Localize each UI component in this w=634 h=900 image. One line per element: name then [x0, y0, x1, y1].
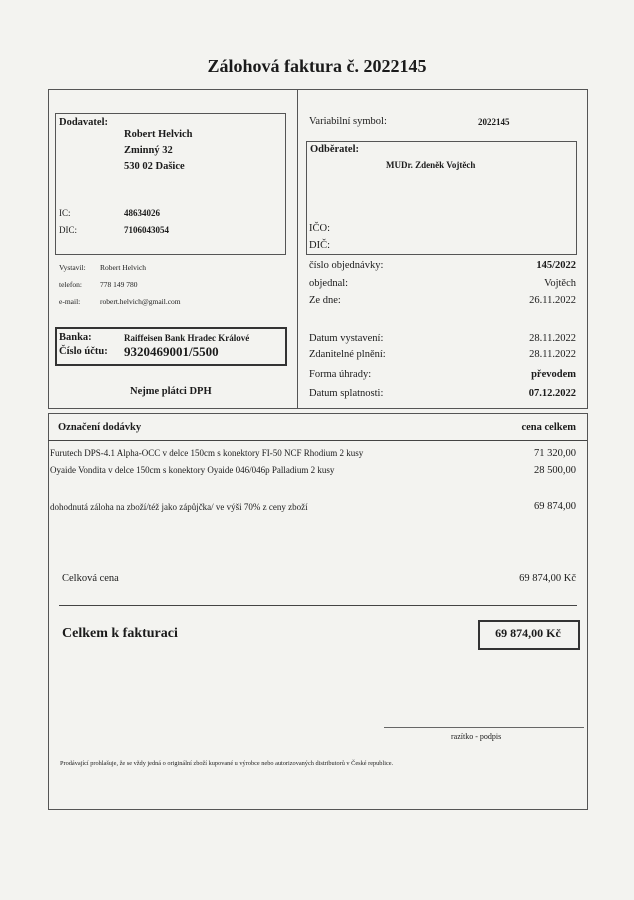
supplier-name: Robert Helvich	[124, 129, 193, 140]
item-price: 69 874,00	[534, 501, 576, 512]
supplier-dic-label: DIC:	[59, 225, 77, 235]
ordered-by: Vojtěch	[544, 278, 576, 289]
email-label: e-mail:	[59, 297, 81, 306]
total-price: 69 874,00 Kč	[519, 573, 576, 584]
bank-label: Banka:	[59, 332, 92, 343]
supplier-ic-label: IC:	[59, 208, 71, 218]
issued-by: Robert Helvich	[100, 263, 147, 272]
payment-method: převodem	[531, 369, 576, 380]
item-description: dohodnutá záloha na zboží/též jako zápůjčka/ ve výši 70% z ceny zboží	[50, 502, 308, 512]
bank-name: Raiffeisen Bank Hradec Králové	[124, 333, 250, 343]
order-date: 26.11.2022	[529, 295, 576, 306]
items-header-description: Označení dodávky	[58, 422, 142, 433]
vat-note: Nejme plátci DPH	[130, 386, 212, 397]
phone-label: telefon:	[59, 280, 82, 289]
to-invoice-label: Celkem k fakturaci	[62, 626, 178, 641]
order-number: 145/2022	[536, 260, 576, 271]
signature-label: razítko - podpis	[451, 732, 502, 741]
supplier-dic: 7106043054	[124, 225, 169, 235]
order-number-label: číslo objednávky:	[309, 260, 384, 271]
order-date-label: Ze dne:	[309, 295, 341, 306]
phone: 778 149 780	[100, 280, 138, 289]
item-description: Oyaide Vondita v delce 150cm s konektory Oyaide 046/046p Palladium 2 kusy	[50, 465, 335, 475]
variable-symbol-label: Variabilní symbol:	[309, 116, 387, 127]
total-divider	[59, 605, 577, 606]
taxable-date-label: Zdanitelné plnění:	[309, 349, 386, 360]
taxable-date: 28.11.2022	[529, 349, 576, 360]
issue-date-label: Datum vystavení:	[309, 333, 384, 344]
customer-box	[306, 141, 577, 255]
ordered-by-label: objednal:	[309, 278, 349, 289]
items-header-total: cena celkem	[521, 422, 576, 433]
due-date-label: Datum splatnosti:	[309, 388, 384, 399]
payment-method-label: Forma úhrady:	[309, 369, 372, 380]
item-price: 71 320,00	[534, 448, 576, 459]
account-label: Číslo účtu:	[59, 346, 108, 357]
customer-label: Odběratel:	[310, 144, 359, 155]
invoice-title: Zálohová faktura č. 2022145	[207, 56, 427, 76]
items-header-line	[48, 440, 587, 441]
due-date: 07.12.2022	[528, 388, 576, 399]
issued-by-label: Vystavil:	[59, 263, 86, 272]
email: robert.helvich@gmail.com	[100, 297, 181, 306]
customer-name: MUDr. Zdeněk Vojtěch	[386, 160, 476, 170]
to-invoice-amount: 69 874,00 Kč	[495, 626, 561, 640]
total-price-label: Celková cena	[62, 573, 119, 584]
customer-dic-label: DIČ:	[309, 240, 330, 251]
customer-ico-label: IČO:	[309, 223, 330, 234]
signature-line	[384, 727, 584, 728]
account-number: 9320469001/5500	[124, 344, 219, 359]
supplier-street: Zminný 32	[124, 145, 173, 156]
item-price: 28 500,00	[534, 465, 576, 476]
header-divider	[297, 90, 298, 408]
issue-date: 28.11.2022	[529, 333, 576, 344]
supplier-ic: 48634026	[124, 208, 160, 218]
variable-symbol: 2022145	[478, 117, 510, 127]
item-description: Furutech DPS-4.1 Alpha-OCC v delce 150cm s konektory FI-50 NCF Rhodium 2 kusy	[50, 448, 364, 458]
supplier-city: 530 02 Dašice	[124, 161, 185, 172]
declaration: Prodávající prohlašuje, že se vždy jedná o originální zboží kupované u výrobce nebo autorizovaných distributorů v České republice.	[60, 760, 394, 767]
supplier-label: Dodavatel:	[59, 117, 108, 128]
